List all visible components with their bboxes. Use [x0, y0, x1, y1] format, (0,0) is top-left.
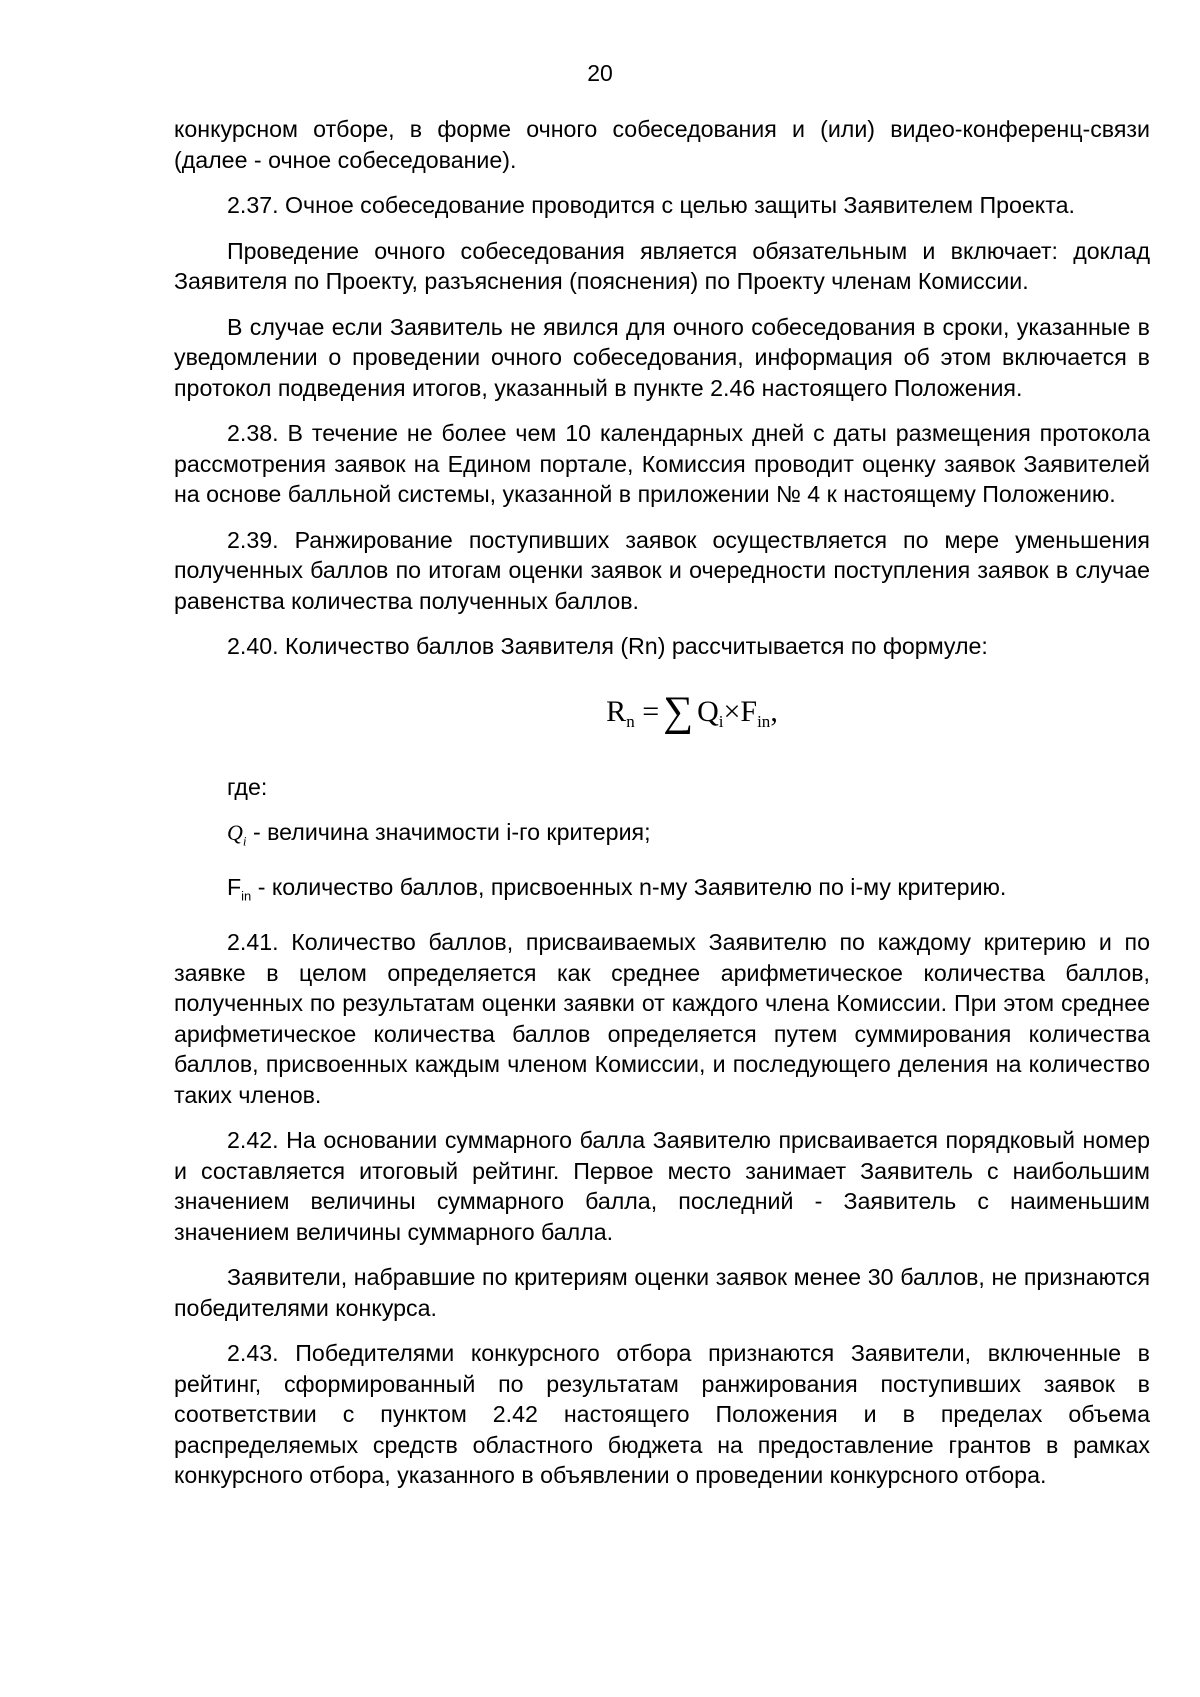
paragraph-2-38: 2.38. В течение не более чем 10 календарных дней с даты размещения протокола рассмотрения заявок на Едином портале, Комиссия проводит оценку заявок Заявителей на основе балльной системы, указанной в приложении № 4 к настоящему Положению. [174, 420, 1150, 507]
formula-sum-symbol: ∑ [663, 688, 694, 735]
document-body [174, 114, 1150, 1506]
definition-f [174, 872, 1150, 912]
paragraph-2-43: 2.43. Победителями конкурсного отбора признаются Заявители, включенные в рейтинг, сформированный по результатам ранжирования поступивших заявок в соответствии с пунктом 2.42 настоящего Положения и в пределах объема распределяемых средств областного бюджета на предоставление грантов в рамках конкурсного отбора, указанного в объявлении о проведении конкурсного отбора. [174, 1340, 1150, 1489]
formula-times: × [723, 694, 741, 728]
paragraph-2-42: 2.42. На основании суммарного балла Заявителю присваивается порядковый номер и составляется итоговый рейтинг. Первое место занимает Заявитель с наибольшим значением величины суммарного балла, последний - Заявитель с наименьшим значением величины суммарного балла. [174, 1127, 1150, 1245]
definition-q [174, 817, 1150, 857]
definition-f-text: - количество баллов, присвоенных n-му Заявителю по i-му критерию. [251, 873, 1007, 900]
paragraph-continuation: конкурсном отборе, в форме очного собеседования и (или) видео-конференц-связи (далее - очное собеседование). [174, 116, 1150, 173]
paragraph-2-40: 2.40. Количество баллов Заявителя (Rn) рассчитывается по формуле: [227, 633, 988, 659]
formula-trailing-comma: , [770, 694, 778, 728]
formula-q: Q [697, 694, 719, 728]
paragraph-threshold: Заявители, набравшие по критериям оценки заявок менее 30 баллов, не признаются победителями конкурса. [174, 1264, 1150, 1321]
score-formula [174, 680, 1150, 744]
paragraph-2-41: 2.41. Количество баллов, присваиваемых Заявителю по каждому критерию и по заявке в целом определяется как среднее арифметическое количества баллов, полученных по результатам оценки заявки от каждого члена Комиссии. При этом среднее арифметическое количества баллов определяется путем суммирования количества баллов, присвоенных каждым членом Комиссии, и последующего деления на количество таких членов. [174, 929, 1150, 1108]
definition-q-text: - величина значимости i-го критерия; [246, 819, 651, 845]
formula-q-sub: i [718, 711, 724, 731]
paragraph-2-37: 2.37. Очное собеседование проводится с целью защиты Заявителем Проекта. [227, 192, 1075, 218]
definition-q-symbol: $Q_i$ [227, 820, 247, 849]
formula-r: R [606, 694, 627, 728]
formula-f-sub: in [757, 711, 771, 731]
formula-f: F [740, 694, 758, 728]
formula-r-sub: n [626, 711, 635, 731]
page-number: 20 [587, 60, 613, 86]
paragraph-absence-case: В случае если Заявитель не явился для очного собеседования в сроки, указанные в уведомлении о проведении очного собеседования, информация об этом включается в протокол подведения итогов, указанный в пункте 2.46 настоящего Положения. [174, 313, 1150, 401]
paragraph-2-39: 2.39. Ранжирование поступивших заявок осуществляется по мере уменьшения полученных баллов по итогам оценки заявок и очередности поступления заявок в случае равенства количества полученных баллов. [174, 526, 1150, 614]
paragraph-interview-requirements: Проведение очного собеседования является обязательным и включает: доклад Заявителя по Проекту, разъяснения (пояснения) по Проекту членам Комиссии. [174, 237, 1150, 294]
formula-equals: = [642, 694, 660, 728]
where-label: где: [227, 773, 268, 800]
definition-f-symbol: $F_{in}$ [227, 873, 252, 904]
